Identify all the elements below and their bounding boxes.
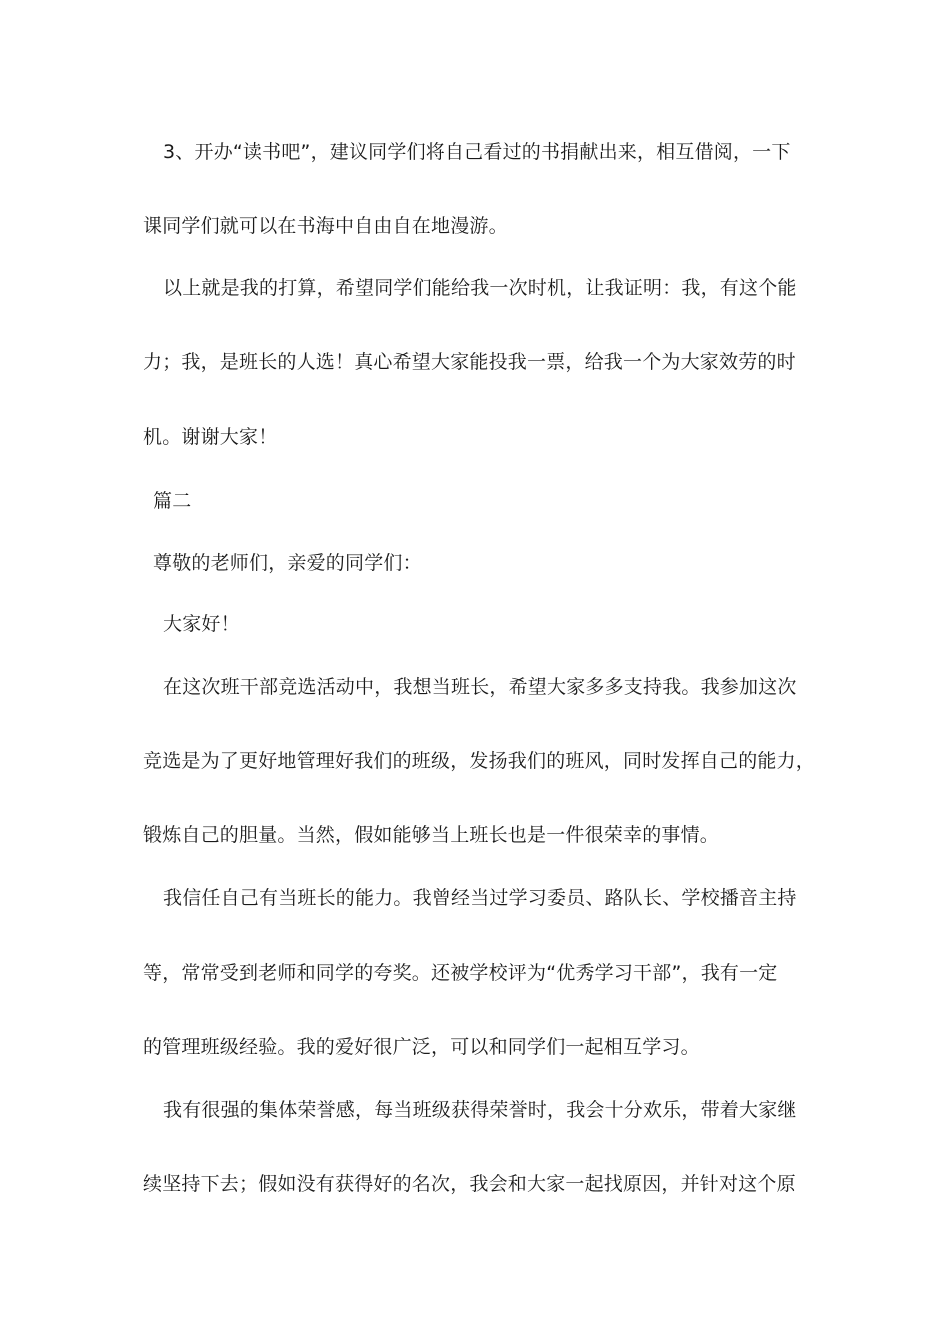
paragraph-line: 3、开办“读书吧”，建议同学们将自己看过的书捐献出来，相互借阅，一下 [163, 141, 791, 163]
paragraph-line: 我有很强的集体荣誉感，每当班级获得荣誉时，我会十分欢乐，带着大家继 [163, 1099, 797, 1121]
paragraph-line: 的管理班级经验。我的爱好很广泛，可以和同学们一起相互学习。 [143, 1036, 700, 1058]
paragraph-line: 等，常常受到老师和同学的夸奖。还被学校评为“优秀学习干部”，我有一定 [143, 962, 778, 984]
section-heading: 篇二 [153, 490, 192, 512]
salutation: 尊敬的老师们，亲爱的同学们： [153, 552, 422, 574]
paragraph-line: 锻炼自己的胆量。当然，假如能够当上班长也是一件很荣幸的事情。 [143, 824, 720, 846]
paragraph-line: 续坚持下去；假如没有获得好的名次，我会和大家一起找原因，并针对这个原 [143, 1173, 796, 1195]
paragraph-line: 课同学们就可以在书海中自由自在地漫游。 [143, 215, 508, 237]
paragraph-line: 力；我，是班长的人选！真心希望大家能投我一票，给我一个为大家效劳的时 [143, 351, 796, 373]
paragraph-line: 我信任自己有当班长的能力。我曾经当过学习委员、路队长、学校播音主持 [163, 887, 797, 909]
greeting: 大家好！ [163, 613, 240, 635]
paragraph-line: 竞选是为了更好地管理好我们的班级，发扬我们的班风，同时发挥自己的能力， [143, 750, 816, 772]
paragraph-line: 以上就是我的打算，希望同学们能给我一次时机，让我证明：我，有这个能 [163, 277, 797, 299]
paragraph-line: 机。谢谢大家！ [143, 426, 278, 448]
paragraph-line: 在这次班干部竞选活动中，我想当班长，希望大家多多支持我。我参加这次 [163, 676, 797, 698]
